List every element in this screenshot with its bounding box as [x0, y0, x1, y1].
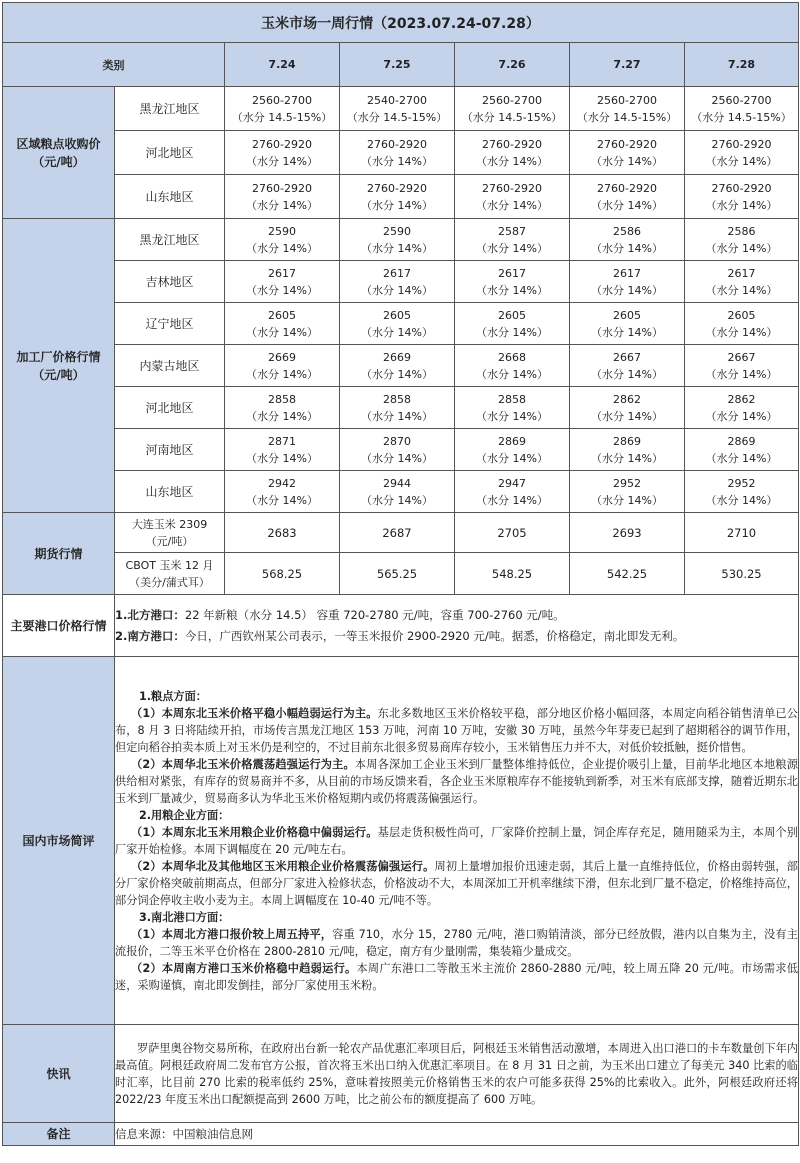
review-paragraph-text: 本周广东港口二等散玉米主流价 2860-2880 元/吨，较上周五降 20 元/吨。市场需求低迷，采购谨慎，南北即发倒挂，部分厂家使用玉米粉。: [115, 961, 798, 992]
moisture-note: （水分 14.5-15%）: [231, 110, 333, 124]
price-cell: [455, 387, 570, 429]
header-category: 类别: [3, 43, 225, 87]
futures-value: 2710: [685, 513, 799, 553]
price-value: 2760-2920: [482, 181, 542, 195]
price-value: 2590: [383, 224, 411, 238]
review-paragraph-text: 东北多数地区玉米价格较平稳，部分地区价格小幅回落，本周定向稻谷销售清单已公布，8 月 3 日将陆续开拍，市场传言黑龙江地区 153 万吨，河南 10 万吨，安徽 30 万吨，虽然今年芽麦已起到了超期稻谷的调节作用，但定向稻谷拍卖本质上对玉米仍是利空的，不过目前东北很多贸易商库存较小，玉米销售压力并不大，对低价较抵触，挺价惜售。: [115, 706, 798, 754]
header-date: 7.27: [570, 43, 685, 87]
review-paragraph: [115, 756, 798, 807]
moisture-note: （水分 14%）: [705, 154, 778, 168]
ports-content: [115, 595, 799, 657]
price-cell: [570, 303, 685, 345]
moisture-note: （水分 14%）: [705, 283, 778, 297]
price-value: 2560-2700: [711, 93, 772, 107]
price-value: 2869: [727, 434, 756, 448]
futures-value: 565.25: [340, 553, 455, 595]
south-port-line: [115, 626, 798, 647]
price-cell: [340, 175, 455, 219]
price-value: 2942: [268, 476, 296, 490]
moisture-note: （水分 14%）: [591, 409, 663, 423]
price-value: 2944: [383, 476, 411, 490]
review-paragraph: [115, 858, 798, 909]
price-cell: [340, 387, 455, 429]
price-value: 2667: [613, 350, 641, 364]
moisture-note: （水分 14%）: [246, 154, 318, 168]
review-paragraph-lead: （1）本周北方港口报价较上周五持平，: [131, 927, 333, 941]
price-cell: [570, 131, 685, 175]
price-value: 2560-2700: [597, 93, 657, 107]
price-cell: [570, 387, 685, 429]
futures-value: 568.25: [225, 553, 340, 595]
price-cell: [340, 261, 455, 303]
moisture-note: （水分 14%）: [476, 198, 548, 212]
futures-name-line2: （元/吨）: [145, 534, 194, 548]
moisture-note: （水分 14%）: [361, 451, 433, 465]
price-value: 2760-2920: [367, 137, 427, 151]
price-value: 2560-2700: [482, 93, 542, 107]
review-paragraph: [115, 960, 798, 994]
review-heading: 1.粮点方面：: [139, 689, 207, 703]
price-cell: [570, 345, 685, 387]
price-value: 2668: [498, 350, 526, 364]
futures-value: 2705: [455, 513, 570, 553]
moisture-note: （水分 14%）: [361, 367, 433, 381]
region-name: 黑龙江地区: [115, 87, 225, 131]
price-value: 2586: [727, 224, 756, 238]
review-paragraph: [115, 926, 798, 960]
moisture-note: （水分 14%）: [361, 325, 433, 339]
page-title: 玉米市场一周行情（2023.07.24-07.28）: [3, 3, 799, 43]
moisture-note: （水分 14.5-15%）: [576, 110, 678, 124]
price-cell: [340, 87, 455, 131]
moisture-note: （水分 14%）: [361, 154, 433, 168]
futures-value: 530.25: [685, 553, 799, 595]
review-paragraph-text: 容重 710，水分 15，2780 元/吨，港口购销清淡，部分已经放假，港内以自集为主，没有主流报价，二等玉米平仓价格在 2800-2810 元/吨，稳定，南方有少量刚需，集装箱少量成交。: [115, 927, 798, 958]
north-port-text: 22 年新粮（水分 14.5） 容重 720-2780 元/吨，容重 700-2760 元/吨。: [184, 607, 565, 622]
region-name: 河南地区: [115, 429, 225, 471]
price-value: 2605: [727, 308, 756, 322]
review-paragraph-lead: （1）本周东北玉米价格平稳小幅趋弱运行为主。: [131, 706, 378, 720]
price-value: 2858: [268, 392, 296, 406]
moisture-note: （水分 14%）: [246, 451, 318, 465]
header-date: 7.26: [455, 43, 570, 87]
price-value: 2605: [383, 308, 411, 322]
moisture-note: （水分 14%）: [246, 367, 318, 381]
moisture-note: （水分 14%）: [476, 283, 548, 297]
price-cell: [685, 387, 799, 429]
price-value: 2760-2920: [482, 137, 542, 151]
price-cell: [570, 219, 685, 261]
review-paragraph-lead: （2）本周南方港口玉米价格稳中趋弱运行。: [131, 961, 357, 975]
futures-value: 2693: [570, 513, 685, 553]
futures-name-line2: （美分/蒲式耳）: [129, 575, 210, 589]
price-cell: [455, 261, 570, 303]
price-cell: [455, 219, 570, 261]
price-value: 2590: [268, 224, 296, 238]
market-table: [2, 2, 799, 1146]
moisture-note: （水分 14%）: [246, 409, 318, 423]
remark-text: 信息来源：中国粮油信息网: [115, 1123, 799, 1146]
review-heading: 2.用粮企业方面：: [139, 808, 230, 822]
moisture-note: （水分 14%）: [361, 283, 433, 297]
review-paragraph-lead: （2）本周华北及其他地区玉米用粮企业价格震荡偏强运行。: [131, 859, 435, 873]
price-value: 2760-2920: [597, 181, 657, 195]
price-cell: [340, 429, 455, 471]
price-value: 2858: [383, 392, 411, 406]
price-cell: [225, 345, 340, 387]
region-name: 河北地区: [115, 131, 225, 175]
price-cell: [225, 303, 340, 345]
price-cell: [225, 471, 340, 513]
price-value: 2760-2920: [711, 137, 772, 151]
price-value: 2605: [498, 308, 526, 322]
price-cell: [570, 429, 685, 471]
price-cell: [340, 131, 455, 175]
price-cell: [455, 131, 570, 175]
moisture-note: （水分 14%）: [246, 241, 318, 255]
futures-name-line1: CBOT 玉米 12 月: [125, 558, 214, 572]
price-value: 2952: [613, 476, 641, 490]
price-cell: [455, 303, 570, 345]
north-port-label: 1.北方港口：: [115, 607, 185, 622]
south-port-text: 今日，广西钦州某公司表示，一等玉米报价 2900-2920 元/吨。据悉，价格稳定，南北即发无利。: [184, 628, 685, 643]
price-cell: [685, 345, 799, 387]
region-name: 黑龙江地区: [115, 219, 225, 261]
price-cell: [685, 87, 799, 131]
price-value: 2760-2920: [252, 181, 312, 195]
price-value: 2605: [613, 308, 641, 322]
moisture-note: （水分 14%）: [591, 367, 663, 381]
price-cell: [685, 175, 799, 219]
south-port-label: 2.南方港口：: [115, 628, 185, 643]
price-value: 2760-2920: [252, 137, 312, 151]
price-value: 2669: [383, 350, 411, 364]
price-cell: [225, 131, 340, 175]
review-label: 国内市场简评: [3, 657, 115, 1025]
moisture-note: （水分 14%）: [476, 493, 548, 507]
review-heading: 3.南北港口方面：: [139, 910, 230, 924]
region-name: 辽宁地区: [115, 303, 225, 345]
futures-name: [115, 513, 225, 553]
price-cell: [340, 303, 455, 345]
price-cell: [685, 261, 799, 303]
price-value: 2617: [383, 266, 411, 280]
price-cell: [685, 429, 799, 471]
price-cell: [455, 175, 570, 219]
price-cell: [225, 87, 340, 131]
price-value: 2947: [498, 476, 526, 490]
moisture-note: （水分 14%）: [361, 493, 433, 507]
price-cell: [570, 175, 685, 219]
moisture-note: （水分 14%）: [476, 325, 548, 339]
moisture-note: （水分 14%）: [705, 451, 778, 465]
price-cell: [340, 345, 455, 387]
price-cell: [340, 219, 455, 261]
moisture-note: （水分 14%）: [246, 325, 318, 339]
north-port-line: [115, 605, 798, 626]
moisture-note: （水分 14%）: [591, 241, 663, 255]
header-date: 7.28: [685, 43, 799, 87]
price-value: 2669: [268, 350, 296, 364]
ports-label: 主要港口价格行情: [3, 595, 115, 657]
moisture-note: （水分 14%）: [705, 241, 778, 255]
price-value: 2617: [498, 266, 526, 280]
price-value: 2540-2700: [367, 93, 427, 107]
review-paragraph: [115, 824, 798, 858]
price-cell: [685, 303, 799, 345]
futures-name: [115, 553, 225, 595]
price-cell: [455, 429, 570, 471]
moisture-note: （水分 14.5-15%）: [461, 110, 563, 124]
moisture-note: （水分 14%）: [591, 198, 663, 212]
futures-name-line1: 大连玉米 2309: [131, 517, 208, 531]
moisture-note: （水分 14%）: [476, 451, 548, 465]
moisture-note: （水分 14%）: [591, 493, 663, 507]
price-cell: [225, 175, 340, 219]
price-value: 2952: [727, 476, 756, 490]
moisture-note: （水分 14%）: [591, 283, 663, 297]
remark-label: 备注: [3, 1123, 115, 1146]
price-value: 2617: [613, 266, 641, 280]
price-value: 2870: [383, 434, 411, 448]
price-value: 2667: [727, 350, 756, 364]
moisture-note: （水分 14%）: [705, 409, 778, 423]
price-value: 2760-2920: [711, 181, 772, 195]
review-content: [115, 657, 799, 1025]
price-value: 2871: [268, 434, 296, 448]
news-label: 快讯: [3, 1025, 115, 1123]
moisture-note: （水分 14%）: [361, 241, 433, 255]
moisture-note: （水分 14%）: [705, 325, 778, 339]
price-cell: [455, 471, 570, 513]
price-cell: [570, 87, 685, 131]
review-paragraph-text: 周初上量增加报价迅速走弱，其后上量一直维持低位，价格由弱转强，部分厂家价格突破前期高点，但部分厂家进入检修状态，价格波动不大，本周深加工开机率继续下滑，但东北到厂量不稳定，价格维持高位，部分饲企停收主收小麦为主。本周上调幅度在 10-40 元/吨不等。: [115, 859, 798, 907]
review-paragraph-text: 基层走货积极性尚可，厂家降价控制上量，饲企库存充足，随用随采为主，本周个别厂家开始检修。本周下调幅度在 20 元/吨左右。: [115, 825, 798, 856]
price-cell: [685, 131, 799, 175]
news-text: 罗萨里奥谷物交易所称，在政府出台新一轮农产品优惠汇率项目后，阿根廷玉米销售活动激增，本周进入出口港口的卡车数量创下年内最高值。阿根廷政府周二发布官方公报，首次将玉米出口纳入优惠汇率项目。在 8 月 31 日之前，为玉米出口建立了每美元 340 比索的临时汇率，比目前 270 比索的税率低约 25%，意味着按照美元价格销售玉米的农户可能多获得 25%的比索收入。此外，阿根廷政府还将 2022/23 年度玉米出口配额提高到 2600 万吨，比之前公布的额度提高了 600 万吨。: [115, 1025, 799, 1123]
review-paragraph-lead: （1）本周东北玉米用粮企业价格稳中偏弱运行。: [131, 825, 378, 839]
price-cell: [340, 471, 455, 513]
review-paragraph: [115, 705, 798, 756]
futures-value: 548.25: [455, 553, 570, 595]
price-value: 2858: [498, 392, 526, 406]
moisture-note: （水分 14%）: [476, 409, 548, 423]
moisture-note: （水分 14%）: [361, 198, 433, 212]
moisture-note: （水分 14.5-15%）: [346, 110, 448, 124]
region-name: 山东地区: [115, 471, 225, 513]
region-name: 吉林地区: [115, 261, 225, 303]
price-cell: [685, 219, 799, 261]
futures-value: 2687: [340, 513, 455, 553]
moisture-note: （水分 14%）: [591, 451, 663, 465]
review-paragraph-text: 本周各深加工企业玉米到厂量整体维持低位，企业提价吸引上量，目前华北地区本地粮源供给相对紧张，有库存的贸易商并不多，从目前的市场反馈来看，各企业玉米原粮库存不能接轨到新季，对玉米有底部支撑，随着近期东北玉米到厂量减少，贸易商多认为华北玉米价格短期内或仍将震荡偏强运行。: [115, 757, 798, 805]
region-name: 山东地区: [115, 175, 225, 219]
price-value: 2862: [727, 392, 756, 406]
price-value: 2760-2920: [597, 137, 657, 151]
price-value: 2605: [268, 308, 296, 322]
futures-value: 2683: [225, 513, 340, 553]
moisture-note: （水分 14%）: [705, 493, 778, 507]
price-cell: [225, 219, 340, 261]
price-value: 2617: [727, 266, 756, 280]
regional-label: 区域粮点收购价（元/吨）: [3, 87, 115, 219]
header-date: 7.25: [340, 43, 455, 87]
price-value: 2760-2920: [367, 181, 427, 195]
moisture-note: （水分 14%）: [591, 154, 663, 168]
region-name: 内蒙古地区: [115, 345, 225, 387]
region-name: 河北地区: [115, 387, 225, 429]
price-value: 2869: [498, 434, 526, 448]
price-value: 2869: [613, 434, 641, 448]
moisture-note: （水分 14%）: [361, 409, 433, 423]
review-paragraph-lead: （2）本周华北玉米价格震荡趋强运行为主。: [131, 757, 355, 771]
price-cell: [225, 261, 340, 303]
moisture-note: （水分 14.5-15%）: [691, 110, 792, 124]
moisture-note: （水分 14%）: [246, 198, 318, 212]
price-value: 2862: [613, 392, 641, 406]
price-value: 2586: [613, 224, 641, 238]
moisture-note: （水分 14%）: [705, 367, 778, 381]
moisture-note: （水分 14%）: [476, 241, 548, 255]
price-cell: [225, 387, 340, 429]
price-cell: [570, 471, 685, 513]
price-cell: [455, 345, 570, 387]
moisture-note: （水分 14%）: [476, 154, 548, 168]
moisture-note: （水分 14%）: [705, 198, 778, 212]
moisture-note: （水分 14%）: [476, 367, 548, 381]
price-cell: [570, 261, 685, 303]
price-value: 2587: [498, 224, 526, 238]
moisture-note: （水分 14%）: [246, 493, 318, 507]
price-value: 2617: [268, 266, 296, 280]
price-cell: [225, 429, 340, 471]
price-value: 2560-2700: [252, 93, 312, 107]
moisture-note: （水分 14%）: [246, 283, 318, 297]
price-cell: [685, 471, 799, 513]
futures-value: 542.25: [570, 553, 685, 595]
moisture-note: （水分 14%）: [591, 325, 663, 339]
price-cell: [455, 87, 570, 131]
factory-label: 加工厂价格行情（元/吨）: [3, 219, 115, 513]
header-date: 7.24: [225, 43, 340, 87]
futures-label: 期货行情: [3, 513, 115, 595]
